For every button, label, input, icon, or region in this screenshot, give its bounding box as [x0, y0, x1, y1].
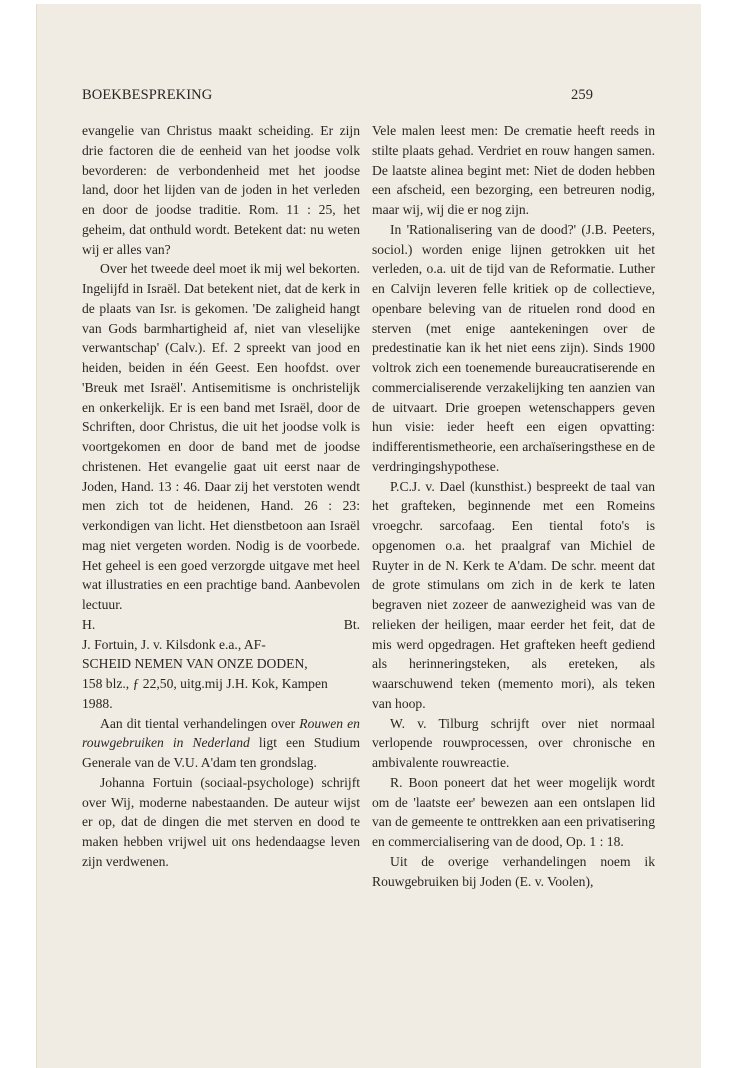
signature-initials: Bt. [343, 616, 360, 632]
book-title: SCHEID NEMEN VAN ONZE DODEN, [82, 656, 308, 672]
paragraph: Vele malen leest men: De crematie heeft reeds in stilte plaats gehad. Verdriet en rouw hangen samen. De laatste alinea begint met: Niet de doden hebben een afscheid, een bezorging, een betreuren nodig, maar wij, wij die er nog zijn. [372, 123, 655, 217]
right-column [372, 121, 655, 891]
paragraph: Johanna Fortuin (sociaal-psychologe) schrijft over Wij, moderne nabestaanden. De auteur wijst er op, dat de dingen die met sterven en dood te maken hebben vrijwel uit ons hedendaagse leven zijn verdwenen. [82, 774, 360, 869]
paragraph: evangelie van Christus maakt scheiding. Er zijn drie factoren die de eenheid van het joodse volk bevorderen: de verbondenheid met het joodse land, door het lijden van de joden in het verleden en door de joodse traditie. Rom. 11 : 25, het geheim, dat onthuld wordt. Betekent dat: nu weten wij er alles van? [82, 123, 360, 257]
paragraph: In 'Rationalisering van de dood?' (J.B. Peeters, sociol.) worden enige lijnen getrokken uit het verleden, o.a. uit de tijd van de Reformatie. Luther en Calvijn leveren felle kritiek op de collectieve, openbare beleving van de rituelen rond dood en sterven (met enige aantekeningen over de predestinatie kan ik het niet eens zijn). Sinds 1900 voltrok zich een toenemende bureaucratiserende en commercialiserende verzakelijking ten aanzien van de uitvaart. Drie groepen wetenschappers geven hun visie: ieder heeft een eigen opvatting: indifferentismetheorie, een archaïseringsthese en de verdringingshypothese. [372, 221, 655, 474]
book-entry [82, 635, 360, 714]
signature-initial: H. [82, 616, 96, 632]
running-head: BOEKBESPREKING [82, 87, 213, 103]
paragraph: Aan dit tiental verhandelingen over Rouwen en rouwgebruiken in Nederland ligt een Studium Generale van de V.U. A'dam ten grondslag. [82, 715, 361, 770]
paragraph: W. v. Tilburg schrijft over niet normaal verlopende rouwprocessen, over chronische en ambivalente rouwreactie. [372, 715, 655, 770]
book-authors: J. Fortuin, J. v. Kilsdonk e.a., AF- [82, 636, 266, 652]
paragraph: Uit de overige verhandelingen noem ik Rouwgebruiken bij Joden (E. v. Voolen), [372, 853, 655, 889]
italic-title: Rouwen en rouwgebruiken in Nederland [82, 715, 360, 751]
book-publication: 158 blz., ƒ 22,50, uitg.mij J.H. Kok, Kampen 1988. [82, 676, 328, 711]
reviewer-signature [82, 615, 360, 635]
page-number: 259 [571, 87, 594, 103]
left-column [82, 121, 360, 872]
paragraph: Over het tweede deel moet ik mij wel bekorten. Ingelijfd in Israël. Dat betekent niet, dat de kerk in de plaats van Isr. is gekomen. 'De zaligheid hangt van Gods barmhartigheid af, niet van vleselijke verwantschap' (Calv.). Ef. 2 spreekt van jood en heiden, beiden in één Geest. Een hoofdst. over 'Breuk met Israël'. Antisemitisme is onchristelijk en onkerkelijk. Er is een band met Israël, door de Schriften, door Christus, die uit het joodse volk is voortgekomen en door de band met de joodse christenen. Het evangelie gaat uit eerst naar de Joden, Hand. 13 : 46. Daar zij het verstoten wendt men zich tot de heidenen, Hand. 26 : 23: verkondigen van licht. Het dienstbetoon aan Israël mag niet vergeten worden. Nodig is de voorbede. Het geheel is een goed verzorgde uitgave met heel wat illustraties en een prachtige band. Aanbevolen lectuur. [82, 261, 360, 612]
paragraph: R. Boon poneert dat het weer mogelijk wordt om de 'laatste eer' bewezen aan een ontslapen lid van de gemeente te onttrekken aan een privatisering en commercialisering van de dood, Op. 1 : 18. [372, 774, 655, 849]
paragraph: P.C.J. v. Dael (kunsthist.) bespreekt de taal van het grafteken, beginnende met een Romeins vroegchr. sarcofaag. Een tiental foto's is opgenomen o.a. het praalgraf van Michiel de Ruyter in de N. Kerk te A'dam. De schr. meent dat de grote stimulans om zich in de kerk te laten begraven niet zozeer de aanwezigheid was van de relieken der heiligen, maar eerder het feit, dat de mis werd opgedragen. Het grafteken heeft gediend als herinneringsteken, als ereteken, als waarschuwend teken (memento mori), als teken van hoop. [372, 478, 655, 711]
